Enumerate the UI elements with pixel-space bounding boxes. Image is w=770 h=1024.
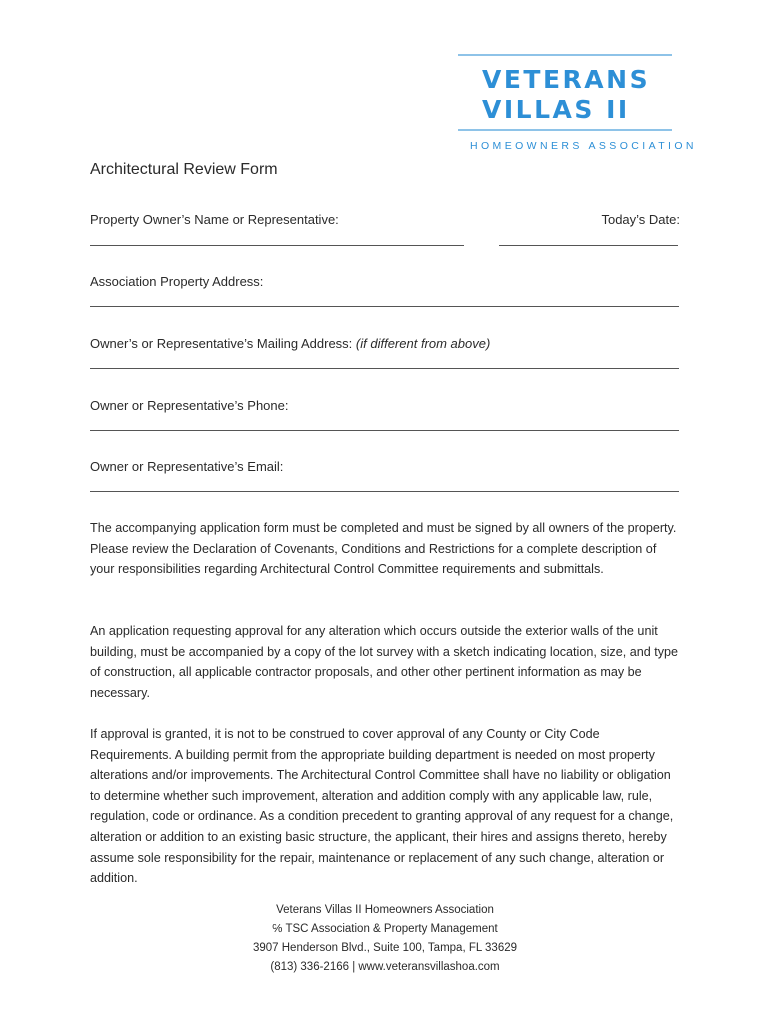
todays-date-field[interactable] — [499, 245, 678, 246]
instructions-paragraph-2: An application requesting approval for any alteration which occurs outside the exterior walls of the unit building, must be accompanied by a copy of the lot survey with a sketch indicating location, size, and type of construction, all applicable contractor proposals, and other other pertinent information as may be necessary. — [90, 624, 679, 700]
mailing-address-label — [90, 336, 490, 351]
logo-line-1: VETERANS — [482, 65, 651, 94]
phone-label: Owner or Representative’s Phone: — [90, 398, 289, 413]
email-field[interactable] — [90, 491, 679, 492]
property-address-label: Association Property Address: — [90, 274, 264, 289]
mailing-address-field[interactable] — [90, 368, 679, 369]
logo-top-rule — [458, 54, 672, 56]
mailing-address-label-text: Owner’s or Representative’s Mailing Address: — [90, 336, 353, 351]
footer-street-address: 3907 Henderson Blvd., Suite 100, Tampa, FL 33629 — [252, 942, 518, 954]
todays-date-label: Today’s Date: — [601, 212, 680, 227]
property-address-field[interactable] — [90, 306, 679, 307]
footer-management-company: ℅ TSC Association & Property Management — [272, 923, 498, 935]
footer-association-name: Veterans Villas II Homeowners Association — [276, 904, 494, 916]
phone-field[interactable] — [90, 430, 679, 431]
footer-contact: (813) 336-2166 | www.veteransvillashoa.com — [270, 961, 500, 973]
logo-line-2: VILLAS II — [482, 95, 630, 124]
owner-name-field[interactable] — [90, 245, 464, 246]
mailing-address-note: (if different from above) — [355, 336, 491, 351]
association-logo — [458, 54, 697, 154]
footer-address-block — [0, 901, 770, 977]
instructions-paragraph-3: If approval is granted, it is not to be construed to cover approval of any County or City Code Requirements. A building permit from the appropriate building department is needed on most property alterations and/or improvements. The Architectural Control Committee shall have no liability or obligation to determine whether such improvement, alteration and addition comply with any applicable law, rule, regulation, code or ordinance. As a condition precedent to granting approval of any request for a change, alteration or addition to an existing basic structure, the applicant, their hires and assigns thereto, hereby assume sole responsibility for the repair, maintenance or replacement of any such change, alteration or addition. — [90, 727, 674, 886]
logo-subtitle: HOMEOWNERS ASSOCIATION — [470, 140, 697, 152]
logo-bottom-rule — [458, 129, 672, 131]
instructions-paragraph-1: The accompanying application form must be completed and must be signed by all owners of the property. Please review the Declaration of Covenants, Conditions and Restrictions for a complete description of your responsibilities regarding Architectural Control Committee requirements and submittals. — [90, 521, 677, 577]
email-label: Owner or Representative’s Email: — [90, 459, 284, 474]
form-title: Architectural Review Form — [90, 161, 278, 178]
owner-name-label: Property Owner’s Name or Representative: — [90, 212, 339, 227]
